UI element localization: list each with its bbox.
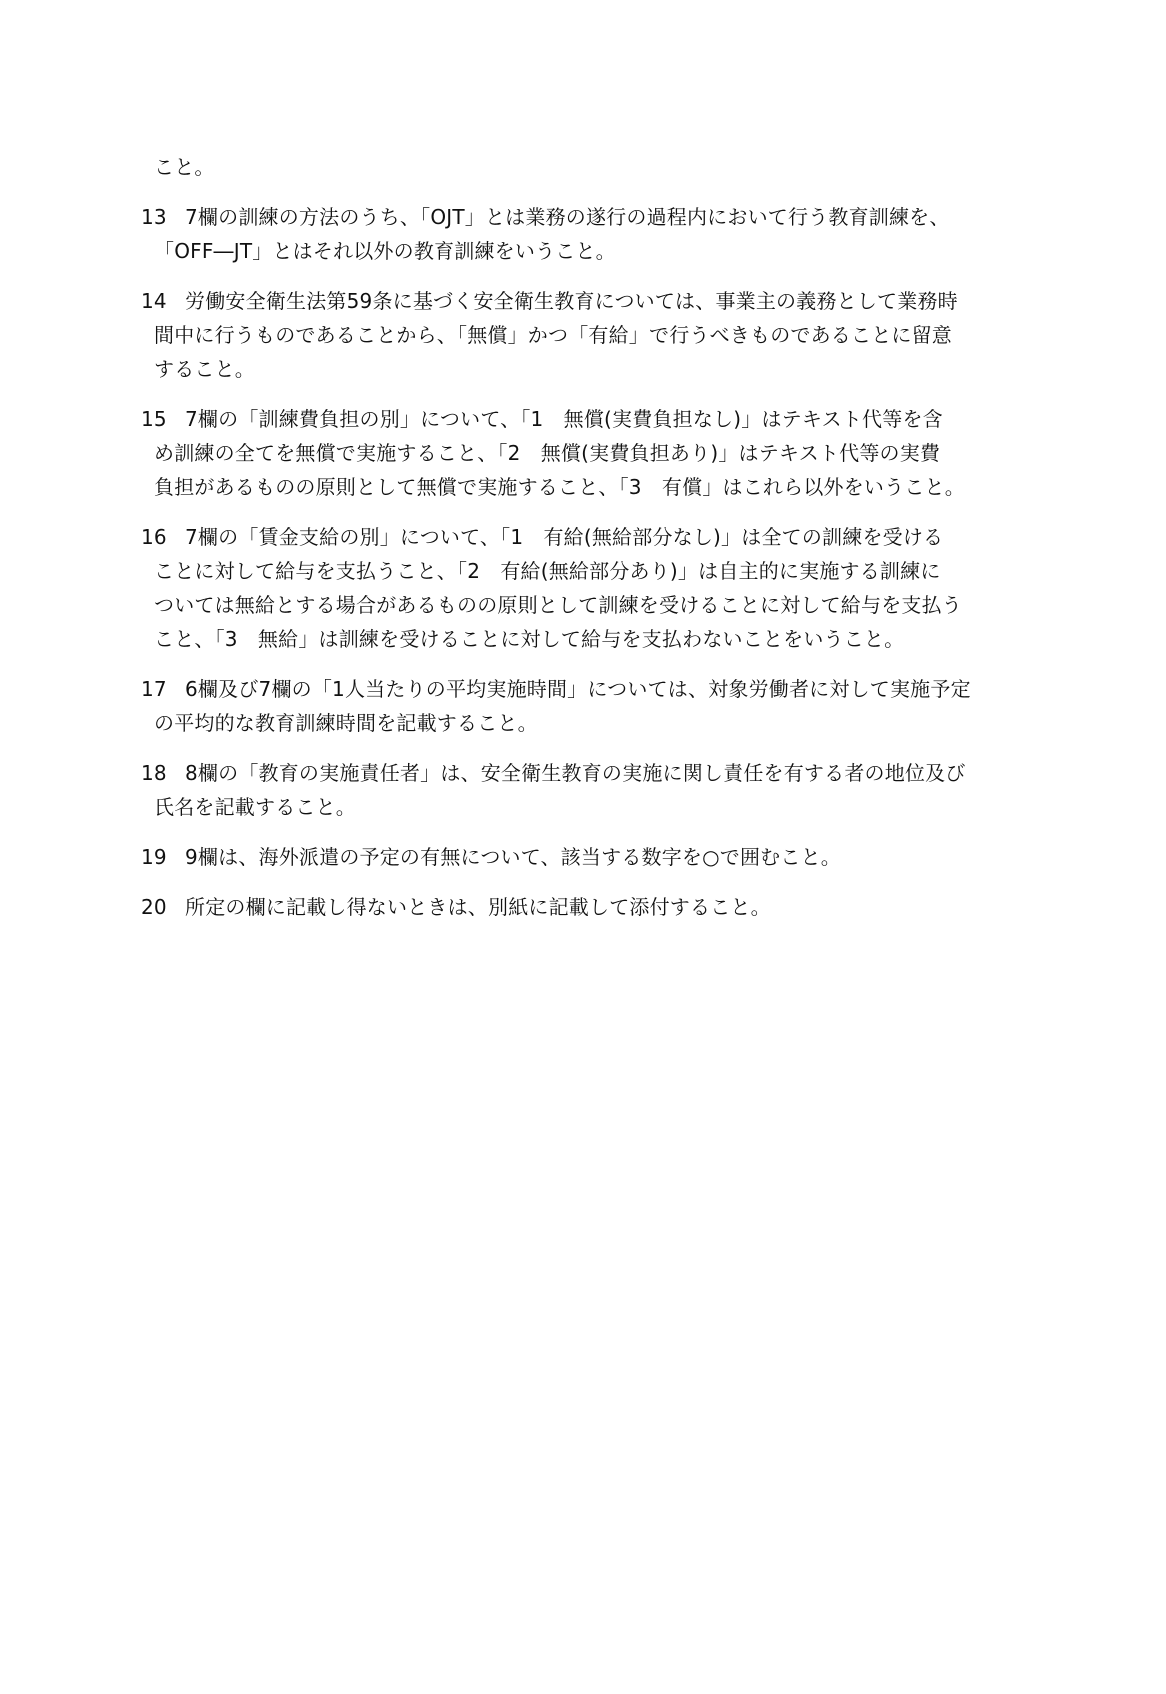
list-item-15 xyxy=(141,402,1041,504)
item-text: 7欄の訓練の方法のうち、「OJT」とは業務の遂行の過程内において行う教育訓練を、 xyxy=(185,205,950,229)
continuation-text: こと。 xyxy=(154,155,215,179)
item-number: 18 xyxy=(141,761,167,785)
list-item-17 xyxy=(141,672,1041,740)
list-item-14 xyxy=(141,284,1041,386)
item-text: 7欄の「賃金支給の別」について、「1 有給(無給部分なし)」は全ての訓練を受ける xyxy=(185,525,944,549)
item-text: 8欄の「教育の実施責任者」は、安全衛生教育の実施に関し責任を有する者の地位及び xyxy=(185,761,966,785)
item-text: め訓練の全てを無償で実施すること、「2 無償(実費負担あり)」はテキスト代等の実費 xyxy=(154,441,941,465)
item-text: 6欄及び7欄の「1人当たりの平均実施時間」については、対象労働者に対して実施予定 xyxy=(185,677,971,701)
item-text: 7欄の「訓練費負担の別」について、「1 無償(実費負担なし)」はテキスト代等を含 xyxy=(185,407,943,431)
item-text: すること。 xyxy=(154,357,255,381)
list-item-16 xyxy=(141,520,1041,656)
item-text: ついては無給とする場合があるものの原則として訓練を受けることに対して給与を支払う xyxy=(154,593,962,617)
item-text: 9欄は、海外派遣の予定の有無について、該当する数字を○で囲むこと。 xyxy=(185,845,841,869)
item-number: 16 xyxy=(141,525,167,549)
item-number: 13 xyxy=(141,205,167,229)
item-number: 15 xyxy=(141,407,167,431)
document-body xyxy=(141,150,1041,924)
item-number: 17 xyxy=(141,677,167,701)
item-text: 負担があるものの原則として無償で実施すること、「3 有償」はこれら以外をいうこと。 xyxy=(154,475,965,499)
item-text: 所定の欄に記載し得ないときは、別紙に記載して添付すること。 xyxy=(185,895,771,919)
item-text: 氏名を記載すること。 xyxy=(154,795,356,819)
item-text: こと、「3 無給」は訓練を受けることに対して給与を支払わないことをいうこと。 xyxy=(154,627,905,651)
item-text: ことに対して給与を支払うこと、「2 有給(無給部分あり)」は自主的に実施する訓練に xyxy=(154,559,941,583)
item-number: 19 xyxy=(141,845,167,869)
list-item-20 xyxy=(141,890,1041,924)
list-item-18 xyxy=(141,756,1041,824)
item-number: 14 xyxy=(141,289,167,313)
item-text: の平均的な教育訓練時間を記載すること。 xyxy=(154,711,538,735)
item-text: 労働安全衛生法第59条に基づく安全衛生教育については、事業主の義務として業務時 xyxy=(185,289,958,313)
list-item-19 xyxy=(141,840,1041,874)
list-item-13 xyxy=(141,200,1041,268)
item-number: 20 xyxy=(141,895,167,919)
item-text: 「OFF―JT」とはそれ以外の教育訓練をいうこと。 xyxy=(154,239,616,263)
item-text: 間中に行うものであることから、「無償」かつ「有給」で行うべきものであることに留意 xyxy=(154,323,952,347)
